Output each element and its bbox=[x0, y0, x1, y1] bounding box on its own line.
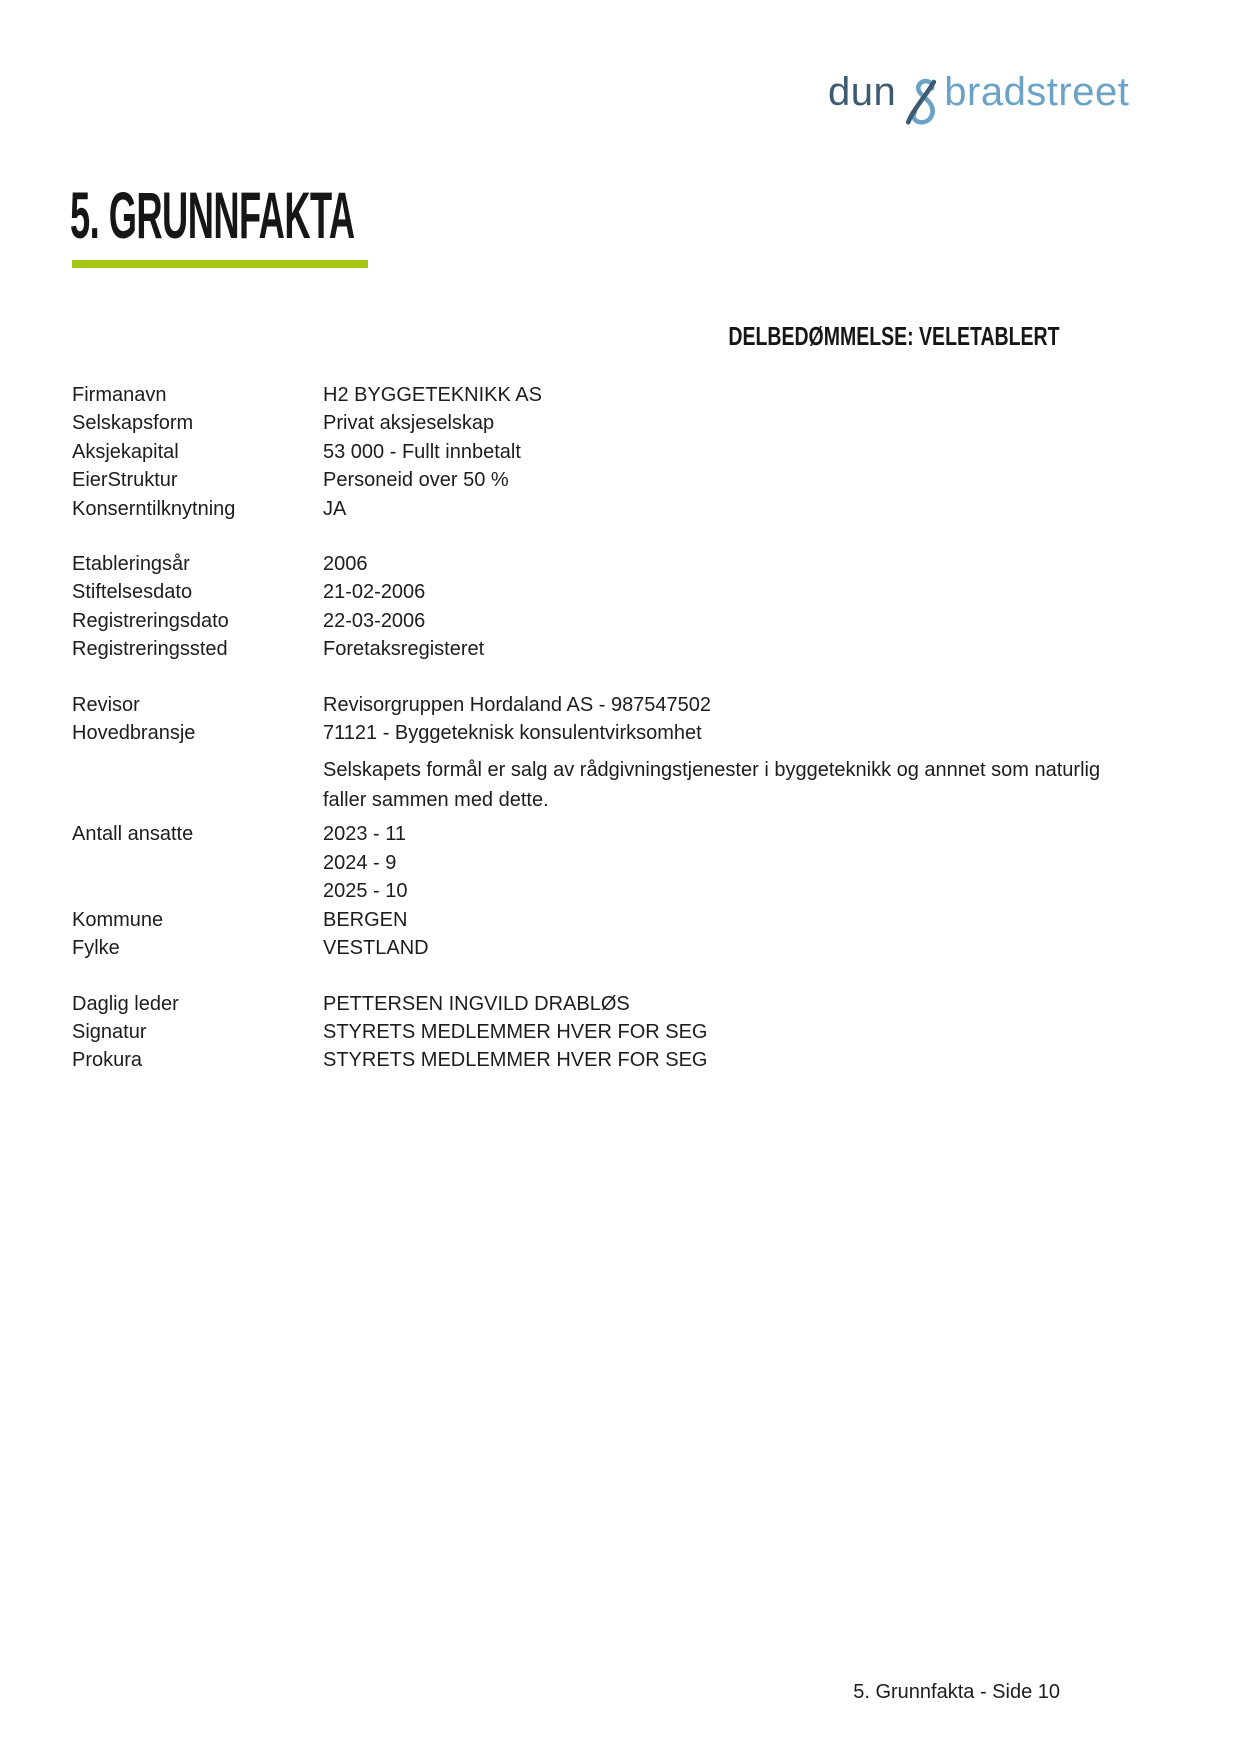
fact-row bbox=[72, 466, 1132, 494]
fact-label: Selskapsform bbox=[72, 412, 194, 435]
fact-value: Personeid over 50 % bbox=[323, 469, 509, 492]
fact-row bbox=[72, 381, 1132, 409]
fact-value: 53 000 - Fullt innbetalt bbox=[323, 440, 521, 463]
fact-value: VESTLAND bbox=[323, 937, 429, 960]
fact-value: STYRETS MEDLEMMER HVER FOR SEG bbox=[323, 1020, 708, 1043]
fact-label: Stiftelsesdato bbox=[72, 581, 193, 604]
fact-value: 2006 bbox=[323, 553, 368, 576]
accent-bar bbox=[72, 260, 368, 268]
page-title: 5. GRUNNFAKTA bbox=[70, 178, 355, 252]
fact-value: BERGEN bbox=[323, 908, 408, 931]
fact-row bbox=[72, 1046, 1132, 1074]
dnb-logo bbox=[828, 72, 1129, 122]
fact-label: Hovedbransje bbox=[72, 722, 196, 745]
fact-label: Etableringsår bbox=[72, 553, 190, 576]
facts-list bbox=[72, 381, 1132, 1102]
fact-label: Revisor bbox=[72, 693, 140, 716]
fact-label: Prokura bbox=[72, 1049, 143, 1072]
fact-row bbox=[72, 691, 1132, 719]
fact-value: 2023 - 11 bbox=[323, 823, 407, 846]
page-footer: 5. Grunnfakta - Side 10 bbox=[853, 1681, 1060, 1703]
fact-group bbox=[72, 691, 1132, 963]
business-purpose-text: Selskapets formål er salg av rådgivningstjenester i byggeteknikk og annnet som naturlig faller sammen med dette. bbox=[323, 759, 1101, 812]
fact-value: Foretaksregisteret bbox=[323, 638, 485, 661]
fact-label bbox=[72, 877, 323, 905]
fact-value: JA bbox=[323, 497, 347, 520]
fact-value: 2025 - 10 bbox=[323, 880, 408, 903]
fact-value: H2 BYGGETEKNIKK AS bbox=[323, 384, 542, 406]
fact-label: Registreringsdato bbox=[72, 609, 229, 632]
fact-row bbox=[72, 906, 1132, 934]
fact-row bbox=[72, 1018, 1132, 1046]
fact-row bbox=[72, 607, 1132, 635]
logo-text-dun: dun bbox=[828, 70, 897, 114]
fact-group bbox=[72, 550, 1132, 664]
logo-text-bradstreet: bradstreet bbox=[944, 70, 1130, 114]
fact-value: PETTERSEN INGVILD DRABLØS bbox=[323, 992, 630, 1015]
fact-row bbox=[72, 820, 1132, 848]
ampersand-icon bbox=[899, 78, 943, 128]
sub-rating-heading: DELBEDØMMELSE: VELETABLERT bbox=[728, 321, 1060, 351]
fact-label: Firmanavn bbox=[72, 384, 167, 406]
fact-label: Fylke bbox=[72, 937, 120, 960]
fact-label: Signatur bbox=[72, 1020, 147, 1043]
fact-label: Daglig leder bbox=[72, 992, 179, 1015]
fact-row bbox=[72, 409, 1132, 437]
fact-row bbox=[72, 495, 1132, 523]
fact-label: EierStruktur bbox=[72, 469, 178, 492]
fact-label: Konserntilknytning bbox=[72, 497, 236, 520]
fact-row bbox=[72, 934, 1132, 962]
fact-row bbox=[72, 635, 1132, 663]
fact-row bbox=[72, 877, 1132, 905]
fact-value: 71121 - Byggeteknisk konsulentvirksomhet bbox=[323, 722, 702, 745]
fact-label: Registreringssted bbox=[72, 638, 228, 661]
fact-group bbox=[72, 381, 1132, 523]
fact-row bbox=[72, 438, 1132, 466]
fact-label: Kommune bbox=[72, 908, 164, 931]
fact-value: 21-02-2006 bbox=[323, 581, 426, 604]
fact-row bbox=[72, 578, 1132, 606]
fact-label bbox=[72, 849, 323, 877]
fact-row bbox=[72, 550, 1132, 578]
fact-group bbox=[72, 990, 1132, 1075]
fact-value: STYRETS MEDLEMMER HVER FOR SEG bbox=[323, 1049, 708, 1072]
fact-row bbox=[72, 990, 1132, 1018]
fact-value: Privat aksjeselskap bbox=[323, 412, 495, 435]
fact-row bbox=[72, 719, 1132, 747]
fact-label: Antall ansatte bbox=[72, 823, 194, 846]
fact-value: 2024 - 9 bbox=[323, 851, 397, 874]
fact-value: 22-03-2006 bbox=[323, 609, 426, 632]
fact-row bbox=[72, 849, 1132, 877]
fact-label: Aksjekapital bbox=[72, 440, 179, 463]
fact-value: Revisorgruppen Hordaland AS - 987547502 bbox=[323, 693, 712, 716]
